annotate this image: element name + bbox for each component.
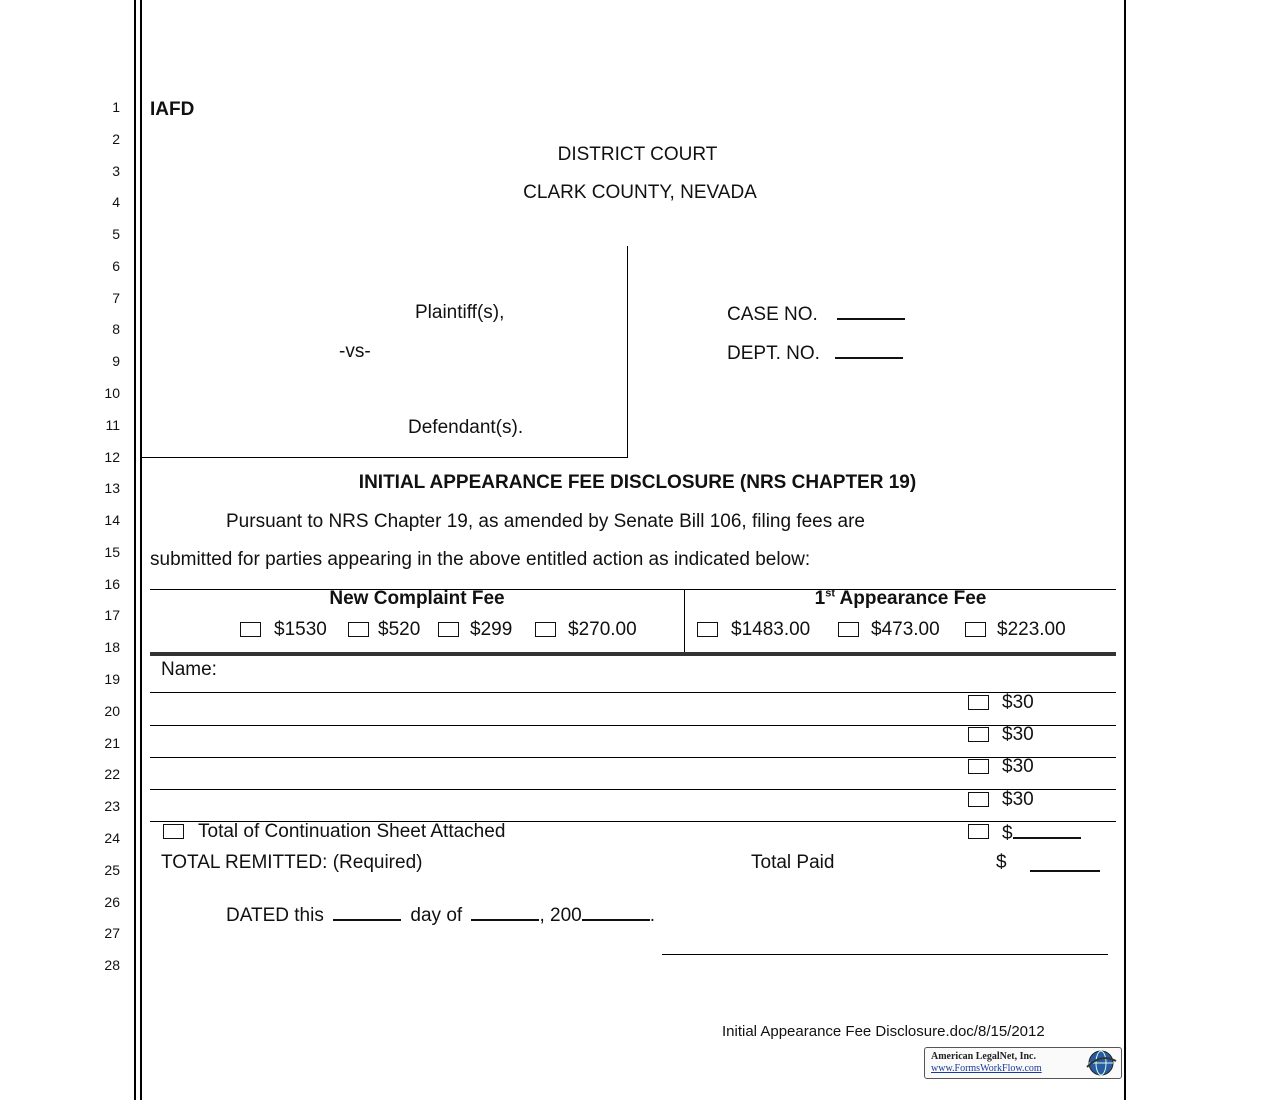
name-row-2-fee-checkbox[interactable]: [968, 727, 989, 742]
case-no-label: CASE NO.: [727, 304, 818, 325]
appearance-header-sup: st: [825, 587, 835, 600]
caption-bottom-line: [140, 457, 628, 458]
line-number: 28: [104, 957, 120, 974]
line-number: 25: [104, 861, 120, 878]
signature-line: [662, 954, 1108, 955]
name-row-4-fee-checkbox[interactable]: [968, 792, 989, 807]
name-row-2-fee-label: $30: [1002, 724, 1034, 745]
continuation-sheet-checkbox[interactable]: [163, 824, 184, 839]
disclosure-title: INITIAL APPEARANCE FEE DISCLOSURE (NRS CHAPTER 19): [358, 472, 917, 493]
new-complaint-header: New Complaint Fee: [329, 588, 505, 609]
new-complaint-299-checkbox[interactable]: [438, 622, 459, 637]
appearance-1483-checkbox[interactable]: [697, 622, 718, 637]
footer-filename: Initial Appearance Fee Disclosure.doc/8/15/2012: [722, 1023, 1045, 1040]
caption-divider: [627, 246, 628, 458]
plaintiff-label: Plaintiff(s),: [415, 302, 505, 323]
dated-year-blank[interactable]: [582, 903, 650, 921]
line-number: 11: [105, 416, 120, 433]
line-number: 8: [112, 321, 120, 338]
continuation-fee-checkbox[interactable]: [968, 824, 989, 839]
line-number: 13: [104, 480, 120, 497]
appearance-223-checkbox[interactable]: [965, 622, 986, 637]
line-number: 6: [112, 257, 120, 274]
new-complaint-1530-checkbox[interactable]: [240, 622, 261, 637]
line-number: 18: [104, 639, 120, 656]
fee-table-bottom-line: [150, 652, 1116, 656]
line-number: 15: [104, 543, 120, 560]
dated-year-prefix: , 200: [539, 905, 582, 926]
line-number: 26: [104, 893, 120, 910]
appearance-header-post: Appearance Fee: [834, 588, 987, 609]
court-name: DISTRICT COURT: [557, 144, 718, 165]
line-number: 10: [104, 385, 120, 402]
appearance-header-pre: 1: [814, 588, 826, 609]
line-number: 1: [112, 99, 120, 115]
line-number: 16: [104, 575, 120, 592]
line-number: 4: [112, 194, 120, 211]
court-county: CLARK COUNTY, NEVADA: [523, 182, 757, 203]
case-no-blank[interactable]: [837, 302, 905, 320]
line-number: 9: [112, 353, 120, 370]
line-number: 14: [104, 512, 120, 529]
line-number: 12: [104, 448, 120, 465]
case-no-field[interactable]: [727, 302, 905, 326]
line-number: 27: [104, 925, 120, 942]
new-complaint-520-label: $520: [378, 619, 421, 640]
line-number: 3: [112, 162, 120, 179]
globe-icon: [1083, 1049, 1119, 1077]
line-number: 20: [104, 702, 120, 719]
footer-logo-url[interactable]: www.FormsWorkFlow.com: [931, 1063, 1042, 1074]
footer-logo: [924, 1047, 1122, 1079]
new-complaint-270-label: $270.00: [568, 619, 637, 640]
total-paid-currency: $: [996, 852, 1007, 873]
line-number: 5: [112, 226, 120, 243]
vs-label: -vs-: [339, 341, 371, 362]
appearance-473-label: $473.00: [871, 619, 940, 640]
dated-day-blank[interactable]: [333, 903, 401, 921]
line-number: 24: [104, 829, 120, 846]
appearance-header: [685, 588, 1116, 610]
line-number: 23: [104, 798, 120, 815]
line-number: 19: [104, 671, 120, 688]
name-row-line-1: [150, 692, 1116, 693]
name-row-3-fee-label: $30: [1002, 756, 1034, 777]
total-paid-label: Total Paid: [751, 852, 835, 873]
new-complaint-1530-label: $1530: [274, 619, 327, 640]
name-row-3-fee-checkbox[interactable]: [968, 759, 989, 774]
defendant-label: Defendant(s).: [408, 417, 524, 438]
name-row-line-3: [150, 757, 1116, 758]
dated-prefix: DATED this: [226, 905, 324, 926]
continuation-fee-blank[interactable]: [1013, 821, 1081, 839]
line-number: 21: [104, 734, 120, 751]
name-row-line-4: [150, 789, 1116, 790]
dated-line: [226, 903, 655, 927]
dated-month-blank[interactable]: [471, 903, 539, 921]
new-complaint-520-checkbox[interactable]: [348, 622, 369, 637]
name-label: Name:: [161, 659, 217, 680]
form-code: IAFD: [150, 99, 195, 120]
total-remitted-label: TOTAL REMITTED: (Required): [161, 852, 423, 873]
line-number: 7: [112, 289, 120, 306]
disclosure-body-line1: Pursuant to NRS Chapter 19, as amended by Senate Bill 106, filing fees are: [226, 511, 865, 532]
name-row-4-fee-label: $30: [1002, 789, 1034, 810]
footer-logo-company: American LegalNet, Inc.: [931, 1051, 1036, 1062]
dated-suffix: .: [649, 905, 655, 926]
new-complaint-299-label: $299: [470, 619, 513, 640]
dept-no-label: DEPT. NO.: [727, 343, 820, 364]
total-paid-blank[interactable]: [1030, 870, 1100, 872]
name-row-1-fee-label: $30: [1002, 692, 1034, 713]
appearance-473-checkbox[interactable]: [838, 622, 859, 637]
appearance-1483-label: $1483.00: [731, 619, 811, 640]
name-row-line-2: [150, 725, 1116, 726]
line-number: 22: [104, 766, 120, 783]
line-number: 17: [104, 607, 120, 624]
continuation-sheet-label: Total of Continuation Sheet Attached: [198, 821, 506, 842]
name-row-1-fee-checkbox[interactable]: [968, 695, 989, 710]
new-complaint-270-checkbox[interactable]: [535, 622, 556, 637]
line-number: 2: [112, 130, 120, 147]
appearance-223-label: $223.00: [997, 619, 1066, 640]
continuation-fee-currency: $: [1002, 823, 1013, 844]
dated-day-of: day of: [410, 905, 463, 926]
dept-no-field[interactable]: [727, 341, 903, 365]
disclosure-body-line2: submitted for parties appearing in the above entitled action as indicated below:: [150, 549, 811, 570]
dept-no-blank[interactable]: [835, 341, 903, 359]
continuation-fee-field[interactable]: [1002, 821, 1081, 845]
